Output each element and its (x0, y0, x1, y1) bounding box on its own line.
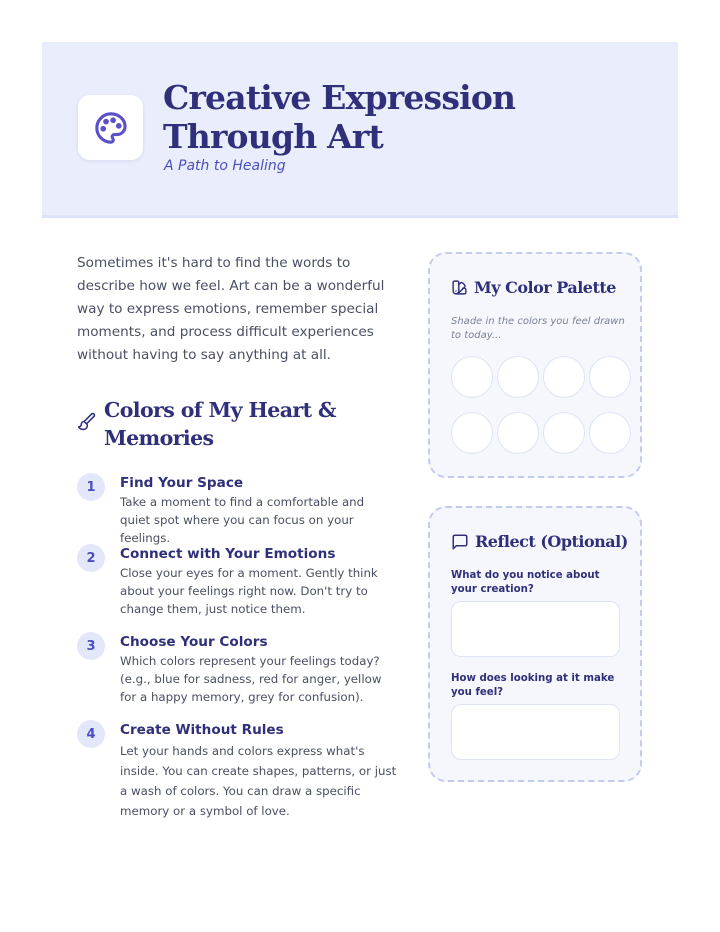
step-title: Connect with Your Emotions (120, 546, 336, 562)
step-number: 4 (77, 720, 105, 748)
step-description: Let your hands and colors express what's inside. You can create shapes, patterns, or just a wash of colors. You can draw a specific memory or a symbol of love. (120, 744, 397, 818)
section-title: Colors of My Heart & Memories (104, 398, 336, 450)
palette-heading (451, 278, 616, 297)
answer-box[interactable] (451, 704, 620, 760)
step-title: Create Without Rules (120, 722, 284, 738)
step-title: Choose Your Colors (120, 634, 268, 650)
step-number: 3 (77, 632, 105, 660)
step-description: Which colors represent your feelings today? (e.g., blue for sadness, red for anger, yellow for a happy memory, grey for confusion). (120, 654, 382, 704)
reflect-card (428, 506, 642, 782)
reflect-heading (451, 532, 628, 551)
step-title: Find Your Space (120, 475, 244, 491)
color-swatch[interactable] (497, 412, 539, 454)
step-item (77, 632, 397, 720)
section-heading (77, 396, 397, 452)
swatch-grid (451, 356, 631, 454)
step-item (77, 544, 397, 632)
message-square-icon (451, 533, 469, 551)
answer-box[interactable] (451, 601, 620, 657)
page-header (42, 42, 678, 218)
step-description: Take a moment to find a comfortable and quiet spot where you can focus on your feelings. (120, 495, 365, 545)
page-subtitle: A Path to Healing (164, 158, 286, 174)
logo-badge (78, 95, 143, 160)
color-swatch[interactable] (543, 356, 585, 398)
steps-list (77, 473, 397, 821)
color-swatch[interactable] (451, 356, 493, 398)
palette-title: My Color Palette (474, 278, 616, 297)
page-title: Creative Expression Through Art (163, 78, 516, 156)
palette-icon (94, 111, 128, 145)
step-item (77, 720, 397, 821)
color-swatch[interactable] (451, 412, 493, 454)
color-swatch[interactable] (589, 412, 631, 454)
question-label: What do you notice about your creation? (451, 570, 600, 595)
paintbrush-icon (77, 412, 96, 431)
color-swatch[interactable] (543, 412, 585, 454)
step-item (77, 473, 397, 544)
question-label: How does looking at it make you feel? (451, 673, 615, 698)
step-number: 2 (77, 544, 105, 572)
palette-hint: Shade in the colors you feel drawn to today... (451, 316, 625, 341)
color-palette-card (428, 252, 642, 478)
intro-paragraph: Sometimes it's hard to find the words to describe how we feel. Art can be a wonderful way to express emotions, remember special moments, and process difficult experiences without having to say anything at all. (77, 255, 385, 363)
step-description: Close your eyes for a moment. Gently think about your feelings right now. Don't try to change them, just notice them. (120, 566, 378, 616)
swatch-book-icon (451, 279, 468, 296)
step-number: 1 (77, 473, 105, 501)
color-swatch[interactable] (589, 356, 631, 398)
color-swatch[interactable] (497, 356, 539, 398)
reflect-title: Reflect (Optional) (475, 532, 628, 551)
